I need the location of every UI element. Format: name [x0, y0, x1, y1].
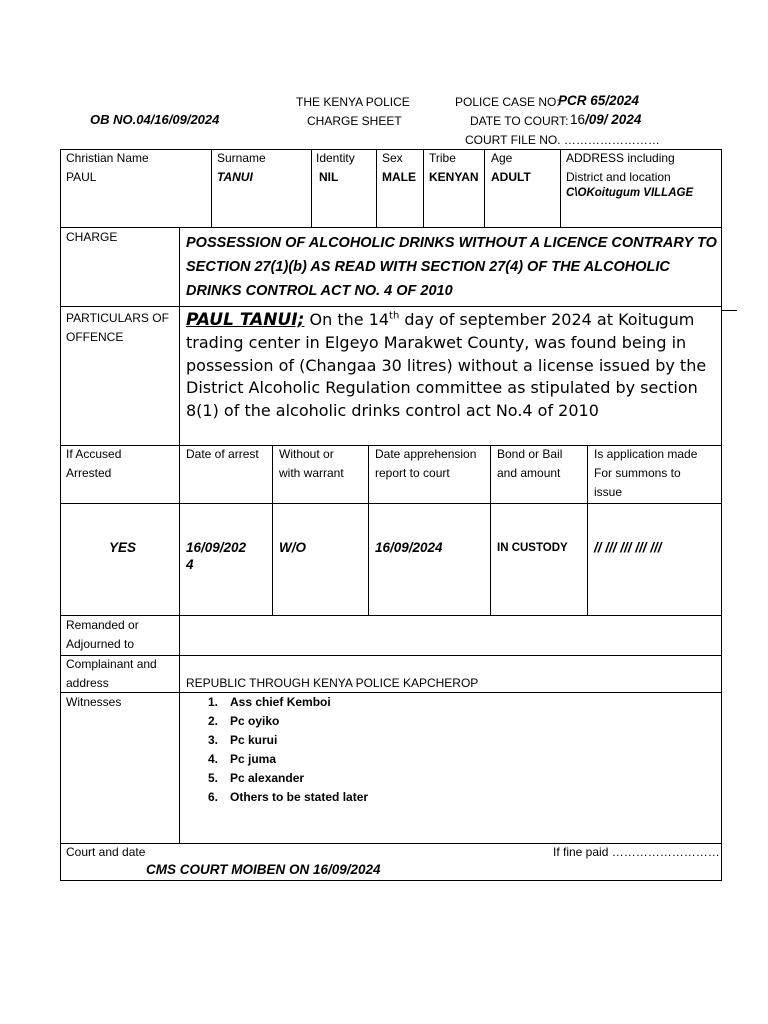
complainant-label: Complainant and — [66, 657, 157, 671]
summons-sublabel-2: issue — [594, 485, 623, 499]
arrested-value: YES — [109, 540, 137, 555]
date-of-arrest-label: Date of arrest — [186, 447, 259, 461]
witness-name: Pc kurui — [230, 733, 278, 747]
summons-label: Is application made — [594, 447, 698, 461]
identity: NIL — [319, 170, 339, 184]
complainant-sublabel: address — [66, 676, 109, 690]
bond-sublabel: and amount — [497, 466, 561, 480]
witness-item — [208, 731, 368, 750]
particulars-label: PARTICULARS OF — [66, 311, 169, 325]
witness-number: 3. — [208, 733, 219, 747]
court-file-number: COURT FILE NO. …………………… — [465, 133, 660, 147]
summons-value: // /// /// /// /// — [594, 540, 662, 555]
apprehension-sublabel: report to court — [375, 466, 450, 480]
warrant-sublabel: with warrant — [279, 466, 344, 480]
document-subtitle: CHARGE SHEET — [307, 114, 402, 128]
ordinal-suffix: th — [389, 310, 400, 322]
witness-item — [208, 750, 368, 769]
ob-number: OB NO.04/16/09/2024 — [90, 112, 220, 127]
charge-label: CHARGE — [66, 230, 118, 244]
surname-label: Surname — [217, 151, 266, 165]
remanded-sublabel: Adjourned to — [66, 637, 135, 651]
witness-item — [208, 769, 368, 788]
particulars-sublabel: OFFENCE — [66, 330, 124, 344]
witness-item — [208, 788, 368, 807]
fine-paid-label: If fine paid ……………………… — [553, 845, 720, 859]
witnesses-label: Witnesses — [66, 695, 122, 709]
witness-list — [208, 693, 368, 807]
particulars-text-a: On the 14 — [304, 310, 390, 329]
apprehension-label: Date apprehension — [375, 447, 477, 461]
court-date-label: Court and date — [66, 845, 146, 859]
witness-number: 2. — [208, 714, 219, 728]
particulars-text — [186, 309, 716, 423]
address-label: ADDRESS including — [566, 151, 675, 165]
apprehension-value: 16/09/2024 — [375, 540, 443, 555]
christian-name-label: Christian Name — [66, 151, 149, 165]
surname: TANUI — [217, 170, 253, 184]
document-title: THE KENYA POLICE — [296, 95, 410, 109]
witness-item — [208, 712, 368, 731]
if-arrested-sublabel: Arrested — [66, 466, 112, 480]
age: ADULT — [491, 170, 531, 184]
bond-value: IN CUSTODY — [497, 542, 568, 554]
case-number-label: POLICE CASE NO: — [455, 95, 560, 109]
christian-name: PAUL — [66, 170, 97, 184]
identity-label: Identity — [316, 151, 355, 165]
tribe-label: Tribe — [429, 151, 456, 165]
complainant-value: REPUBLIC THROUGH KENYA POLICE KAPCHEROP — [186, 676, 479, 690]
tribe: KENYAN — [429, 170, 479, 184]
charge-text: POSSESSION OF ALCOHOLIC DRINKS WITHOUT A LICENCE CONTRARY TO SECTION 27(1)(b) AS READ WITH SECTION 27(4) OF THE ALCOHOLIC DRINKS CONTROL ACT NO. 4 OF 2010 — [186, 235, 717, 299]
witness-name: Others to be stated later — [230, 790, 369, 804]
warrant-label: Without or — [279, 447, 334, 461]
case-number-value: PCR 65/2024 — [558, 93, 640, 108]
charge-sheet-table — [60, 149, 722, 881]
particulars-text-b: day of september 2024 at Koitugum trading center in Elgeyo Marakwet County, was found being in possession of (Changaa 30 litres) without a license issued by the District Alcoholic Regulation committee as stipulated by section 8(1) of the alcoholic drinks control act No.4 of 2010 — [186, 310, 707, 421]
accused-name: PAUL TANUI; — [186, 310, 305, 330]
witness-number: 4. — [208, 752, 219, 766]
address: C\OKoitugum VILLAGE — [566, 187, 694, 199]
witness-name: Ass chief Kemboi — [230, 695, 331, 709]
date-of-arrest-value: 16/09/202 — [186, 540, 247, 555]
date-to-court-value — [570, 112, 641, 127]
bond-label: Bond or Bail — [497, 447, 563, 461]
warrant-value: W/O — [279, 540, 306, 555]
witness-name: Pc alexander — [230, 771, 305, 785]
date-of-arrest-value-cont: 4 — [186, 557, 194, 572]
sex-label: Sex — [382, 151, 403, 165]
date-to-court-label: DATE TO COURT: — [470, 114, 569, 128]
witness-number: 1. — [208, 695, 219, 709]
sex: MALE — [382, 170, 416, 184]
witness-name: Pc oyiko — [230, 714, 280, 728]
date-to-court-rest: /09/ 2024 — [585, 112, 642, 127]
witness-number: 6. — [208, 790, 219, 804]
date-to-court-day: 16 — [570, 112, 586, 127]
address-sublabel: District and location — [566, 170, 671, 184]
summons-sublabel: For summons to — [594, 466, 681, 480]
witness-number: 5. — [208, 771, 219, 785]
witness-item — [208, 693, 368, 712]
witness-name: Pc juma — [230, 752, 277, 766]
if-arrested-label: If Accused — [66, 447, 122, 461]
remanded-label: Remanded or — [66, 618, 139, 632]
court-date-value: CMS COURT MOIBEN ON 16/09/2024 — [146, 862, 381, 877]
age-label: Age — [491, 151, 513, 165]
